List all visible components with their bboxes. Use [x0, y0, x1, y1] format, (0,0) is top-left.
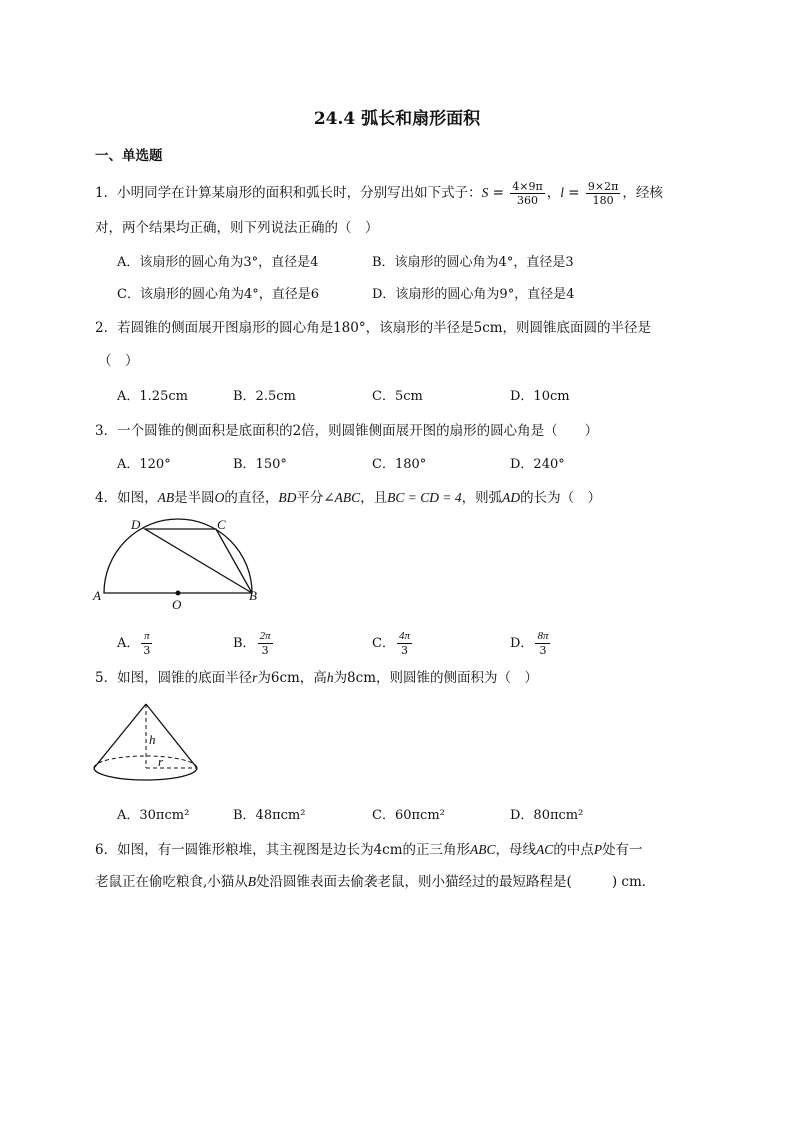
option-d: D．该扇形的圆心角为9°，直径是4	[372, 287, 575, 302]
question-number: 2．	[95, 320, 118, 336]
option-b: B．150°	[233, 457, 287, 472]
cone-slant-left	[94, 704, 146, 768]
point-label-a: A	[93, 588, 101, 603]
point-label-c: C	[217, 517, 226, 532]
question-2-line-1	[95, 318, 651, 338]
section-heading: 一、单选题	[95, 148, 163, 164]
question-number: 5．	[95, 670, 118, 686]
formula-symbol: S	[481, 185, 489, 200]
page-title: 24.4 弧长和扇形面积	[313, 109, 481, 129]
point-label-o: O	[172, 597, 182, 612]
option-a: A．120°	[117, 457, 171, 472]
fraction: $\frac{8\pi}{3}$	[537, 630, 549, 657]
question-4-line-1: 4．如图，AB是半圆O的直径，BD平分∠ABC，且BC = CD = 4，则弧AD的长为（ ）	[95, 490, 602, 506]
option-c: C．该扇形的圆心角为4°，直径是6	[117, 287, 319, 302]
question-number: 1．	[95, 185, 118, 201]
fraction: $\frac{4\pi}{3}$	[398, 630, 410, 657]
semicircle-outline	[104, 519, 252, 593]
option-d: D．80πcm²	[510, 808, 584, 823]
option-b: B．48πcm²	[233, 808, 306, 823]
point-label-d: D	[131, 517, 141, 532]
question-6-line-2: 老鼠正在偷吃粮食,小猫从B处沿圆锥表面去偷袭老鼠，则小猫经过的最短路程是( ) cm．	[95, 874, 656, 890]
option-b: B．该扇形的圆心角为4°，直径是3	[372, 255, 574, 270]
fraction: $\frac{4\times 9\pi}{360}$	[512, 180, 543, 207]
question-2-line-2: （ ）	[98, 353, 139, 369]
option-a: A． $\frac{\pi}{3}$	[117, 630, 151, 657]
question-3-line-1	[95, 421, 598, 441]
fraction: $\frac{2\pi}{3}$	[259, 630, 271, 657]
center-point	[176, 591, 181, 596]
question-number: 4．	[95, 490, 118, 506]
question-stem: 若圆锥的侧面展开图扇形的圆心角是180°，该扇形的半径是5cm，则圆锥底面圆的半径是	[117, 320, 652, 336]
option-d: D． $\frac{8\pi}{3}$	[510, 630, 549, 657]
option-c: C．5cm	[372, 389, 423, 404]
fraction: $\frac{9\times 2\pi}{180}$	[587, 180, 619, 207]
option-d: D．240°	[510, 457, 565, 472]
question-1-line-1: 1．小明同学在计算某扇形的面积和弧长时，分别写出如下式子：S = $\frac{4\times 9\pi}{360}$ ，l = $\frac{9\times 2\pi}{180}$ ，经核	[95, 180, 663, 207]
option-c: C． $\frac{4\pi}{3}$	[372, 630, 410, 657]
question-stem: ，经核	[622, 185, 663, 201]
option-a: A．1.25cm	[117, 389, 188, 404]
question-number: 6．	[95, 842, 118, 858]
option-b: B．2.5cm	[233, 389, 296, 404]
question-5-line-1: 5．如图，圆锥的底面半径r为6cm，高h为8cm，则圆锥的侧面积为（ ）	[95, 670, 539, 686]
height-label: h	[149, 732, 156, 747]
question-6-line-1: 6．如图，有一圆锥形粮堆，其主视图是边长为4cm的正三角形ABC，母线AC的中点P处有一	[95, 842, 643, 858]
cone-figure	[90, 698, 200, 788]
option-c: C．60πcm²	[372, 808, 445, 823]
question-stem: 小明同学在计算某扇形的面积和弧长时，分别写出如下式子：	[117, 185, 482, 201]
option-a: A．该扇形的圆心角为3°，直径是4	[117, 255, 319, 270]
point-label-b: B	[249, 588, 257, 603]
option-b: B． $\frac{2\pi}{3}$	[233, 630, 271, 657]
question-number: 3．	[95, 423, 118, 439]
option-a: A．30πcm²	[117, 808, 190, 823]
option-d: D．10cm	[510, 389, 570, 404]
semicircle-figure	[90, 514, 270, 612]
fraction: $\frac{\pi}{3}$	[143, 630, 151, 657]
radius-label: r	[158, 754, 164, 769]
formula-symbol: l	[560, 185, 564, 200]
question-stem: 一个圆锥的侧面积是底面积的2倍，则圆锥侧面展开图的扇形的圆心角是（ ）	[117, 423, 599, 439]
cone-base-front	[94, 768, 197, 780]
question-1-line-2: 对，两个结果均正确，则下列说法正确的（ ）	[95, 220, 379, 236]
triangle-lines	[145, 529, 252, 593]
option-c: C．180°	[372, 457, 427, 472]
